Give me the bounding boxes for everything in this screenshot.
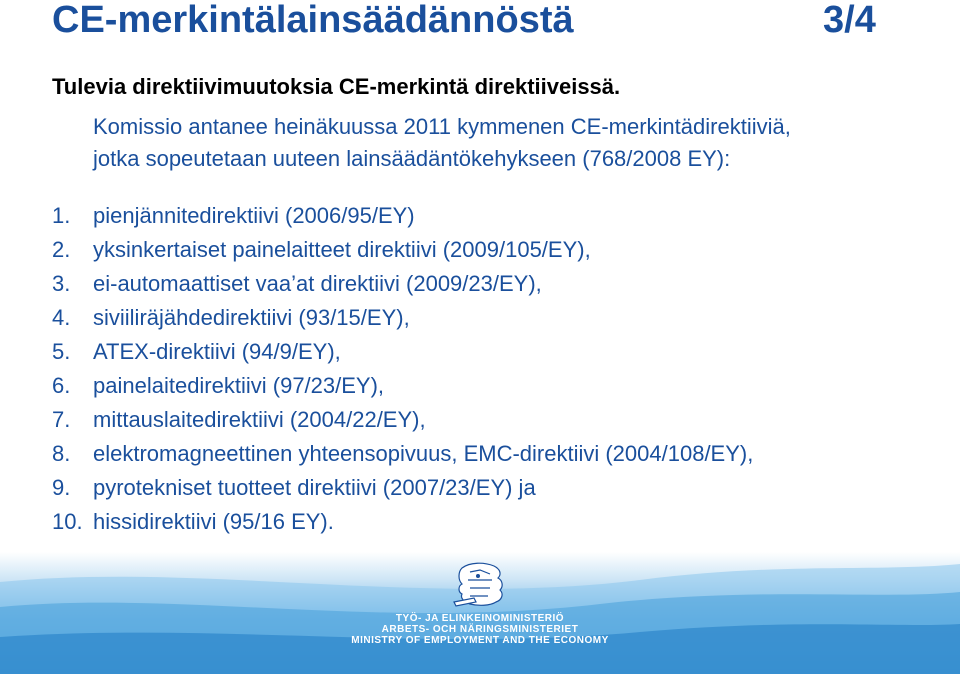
ministry-name-swedish: ARBETS- OCH NÄRINGSMINISTERIET — [381, 624, 579, 635]
list-item — [52, 335, 753, 369]
item-text: painelaitedirektiivi (97/23/EY), — [93, 373, 385, 398]
ministry-name-english: MINISTRY OF EMPLOYMENT AND THE ECONOMY — [351, 635, 609, 646]
item-text: pienjännitedirektiivi (2006/95/EY) — [93, 203, 415, 228]
item-number: 6. — [52, 373, 71, 398]
ministry-name — [290, 613, 670, 646]
item-number: 8. — [52, 441, 71, 466]
list-item — [52, 199, 753, 233]
list-item — [52, 233, 753, 267]
list-item — [52, 505, 753, 539]
item-number: 4. — [52, 305, 71, 330]
item-text: ei-automaattiset vaa’at direktiivi (2009/23/EY), — [93, 271, 542, 296]
item-text: hissidirektiivi (95/16 EY). — [93, 509, 334, 534]
item-number: 10. — [52, 509, 83, 534]
footer-band — [0, 552, 960, 674]
item-text: elektromagneettinen yhteensopivuus, EMC-direktiivi (2004/108/EY), — [93, 441, 754, 466]
list-item — [52, 437, 753, 471]
list-item — [52, 471, 753, 505]
intro-line: jotka sopeutetaan uuteen lainsäädäntökehykseen (768/2008 EY): — [93, 146, 731, 171]
list-item — [52, 267, 753, 301]
item-number: 1. — [52, 203, 71, 228]
ministry-name-finnish: TYÖ- JA ELINKEINOMINISTERIÖ — [395, 613, 565, 624]
item-number: 7. — [52, 407, 71, 432]
page-number: 3/4 — [823, 0, 876, 41]
item-number: 3. — [52, 271, 71, 296]
slide-subtitle: Tulevia direktiivimuutoksia CE-merkintä direktiiveissä. — [52, 74, 621, 99]
slide-title: CE-merkintälainsäädännöstä — [52, 0, 574, 41]
list-item — [52, 403, 753, 437]
item-number: 2. — [52, 237, 71, 262]
item-text: ATEX-direktiivi (94/9/EY), — [93, 339, 341, 364]
intro-paragraph — [93, 111, 923, 175]
list-item — [52, 369, 753, 403]
item-text: mittauslaitedirektiivi (2004/22/EY), — [93, 407, 426, 432]
item-text: siviiliräjähdedirektiivi (93/15/EY), — [93, 305, 410, 330]
item-number: 5. — [52, 339, 71, 364]
intro-line: Komissio antanee heinäkuussa 2011 kymmenen CE-merkintädirektiiviä, — [93, 114, 791, 139]
directive-list — [52, 199, 753, 539]
item-text: yksinkertaiset painelaitteet direktiivi (2009/105/EY), — [93, 237, 591, 262]
list-item — [52, 301, 753, 335]
item-text: pyrotekniset tuotteet direktiivi (2007/23/EY) ja — [93, 475, 536, 500]
item-number: 9. — [52, 475, 71, 500]
finnish-lion-coat-of-arms-icon — [440, 558, 520, 612]
